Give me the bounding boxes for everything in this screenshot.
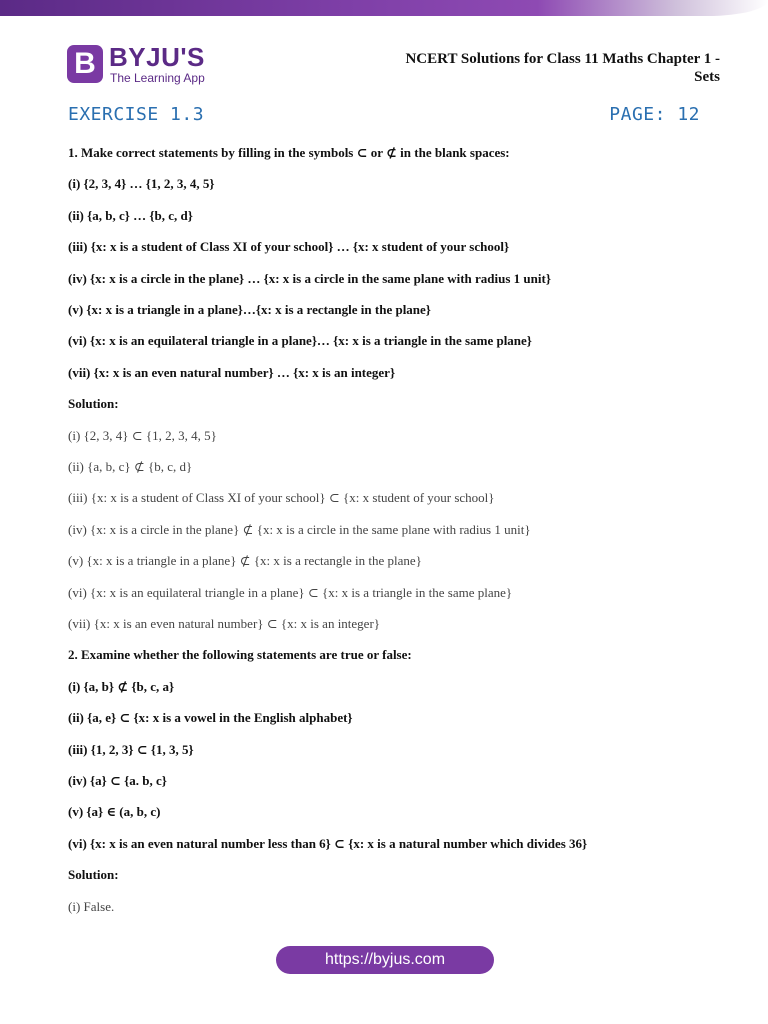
top-decorative-bar xyxy=(0,0,768,16)
solution-line: (ii) {a, b, c} ⊄ {b, c, d} xyxy=(68,459,193,474)
question-line: (vii) {x: x is an even natural number} … {x: x is an integer} xyxy=(68,364,396,380)
question-line: (ii) {a, b, c} … {b, c, d} xyxy=(68,207,193,223)
logo-letter: B xyxy=(74,47,96,80)
question-line: 2. Examine whether the following statements are true or false: xyxy=(68,647,412,663)
question-line: (v) {x: x is a triangle in a plane}…{x: x is a rectangle in the plane} xyxy=(68,302,431,317)
question-line: (i) {a, b} ⊄ {b, c, a} xyxy=(68,678,175,694)
question-line: Solution: xyxy=(68,396,119,412)
question-line: 1. Make correct statements by filling in the symbols ⊂ or ⊄ in the blank spaces: xyxy=(68,145,510,160)
brand-name: BYJU'S xyxy=(109,42,205,72)
question-line: (iv) {x: x is a circle in the plane} … {x: x is a circle in the same plane with radius 1 unit} xyxy=(68,270,551,286)
exercise-heading: EXERCISE 1.3 xyxy=(68,104,205,125)
solution-line: (iv) {x: x is a circle in the plane} ⊄ {x: x is a circle in the same plane with radius 1 unit} xyxy=(68,521,531,537)
question-line: (iii) {x: x is a student of Class XI of your school} … {x: x student of your school} xyxy=(68,239,510,255)
question-line: (ii) {a, e} ⊂ {x: x is a vowel in the English alphabet} xyxy=(68,710,353,726)
solution-line: (vi) {x: x is an equilateral triangle in a plane} ⊂ {x: x is a triangle in the same plane} xyxy=(68,584,513,600)
page-number-label: PAGE: 12 xyxy=(609,104,700,125)
question-line: (v) {a} ∈ (a, b, c) xyxy=(68,804,161,820)
document-title xyxy=(360,50,720,86)
document-title-line2: Sets xyxy=(694,69,720,85)
solution-line: (iii) {x: x is a student of Class XI of your school} ⊂ {x: x student of your school} xyxy=(68,490,495,506)
question-line: (iii) {1, 2, 3} ⊂ {1, 3, 5} xyxy=(68,741,194,757)
solution-line: (vii) {x: x is an even natural number} ⊂ {x: x is an integer} xyxy=(68,616,381,631)
byjus-logo xyxy=(67,42,277,87)
question-line: Solution: xyxy=(68,867,119,883)
question-line: (vi) {x: x is an equilateral triangle in a plane}… {x: x is a triangle in the same plane} xyxy=(68,333,532,349)
solution-line: (v) {x: x is a triangle in a plane} ⊄ {x: x is a rectangle in the plane} xyxy=(68,553,422,569)
solution-line: (i) False. xyxy=(68,898,115,914)
footer-url-link[interactable]: https://byjus.com xyxy=(276,946,494,974)
question-line: (vi) {x: x is an even natural number less than 6} ⊂ {x: x is a natural number which divides 36} xyxy=(68,835,588,851)
question-line: (iv) {a} ⊂ {a. b, c} xyxy=(68,773,167,788)
brand-tagline: The Learning App xyxy=(110,71,205,85)
solution-line: (i) {2, 3, 4} ⊂ {1, 2, 3, 4, 5} xyxy=(68,427,217,443)
document-title-line1: NCERT Solutions for Class 11 Maths Chapter 1 - xyxy=(405,51,720,67)
question-line: (i) {2, 3, 4} … {1, 2, 3, 4, 5} xyxy=(68,176,215,192)
